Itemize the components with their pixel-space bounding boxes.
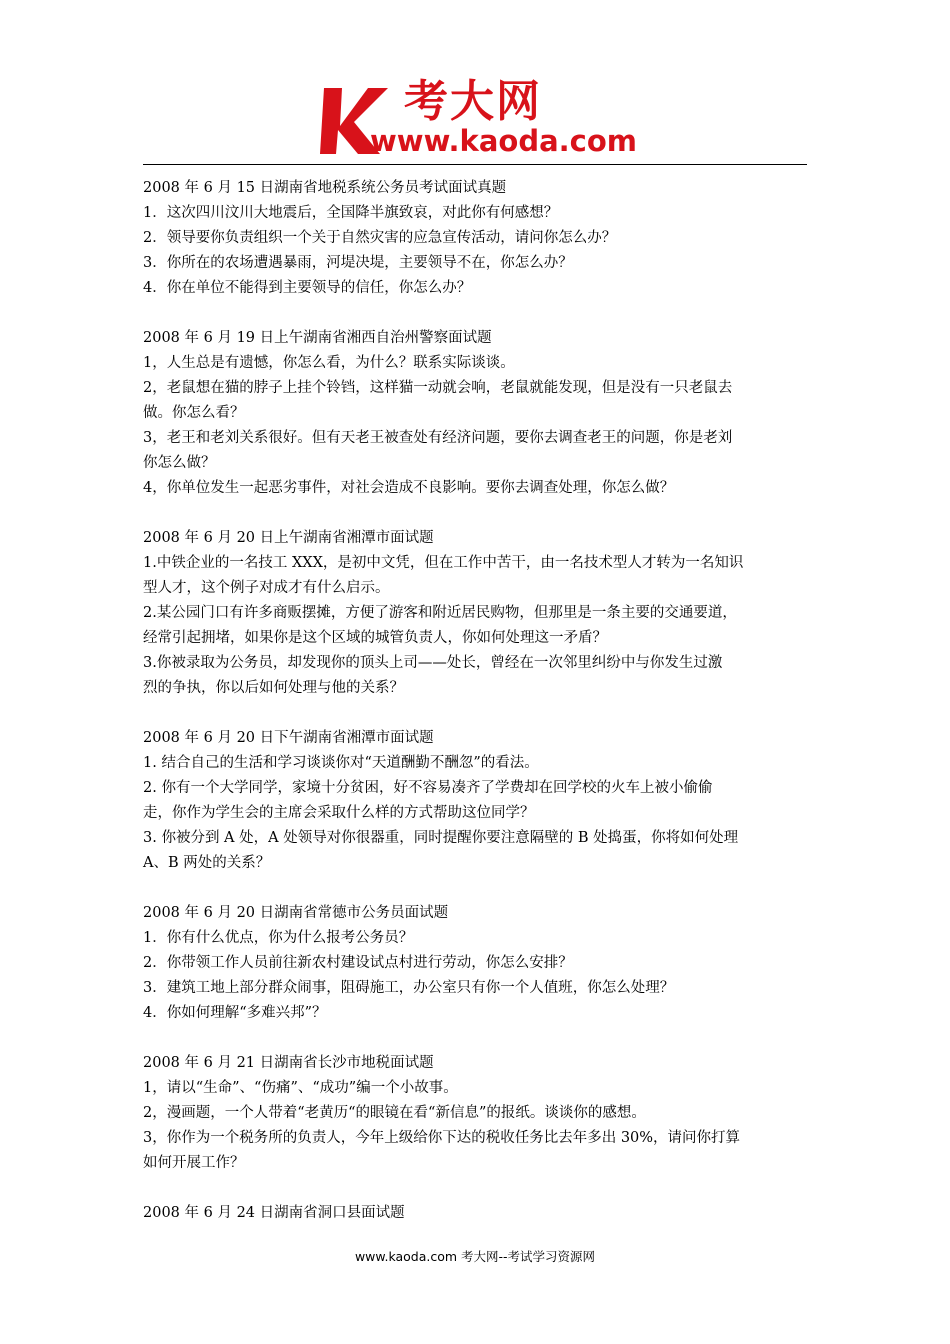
question-line: 如何开展工作？ [143, 1155, 245, 1171]
question-line: 3．你所在的农场遭遇暴雨，河堤决堤，主要领导不在，你怎么办？ [143, 255, 573, 271]
question-line: 3.你被录取为公务员，却发现你的顶头上司——处长，曾经在一次邻里纠纷中与你发生过激 [143, 655, 723, 671]
question-line: 1，请以“生命”、“伤痛”、“成功”编一个小故事。 [143, 1080, 458, 1096]
question-line: 3. 你被分到 A 处，A 处领导对你很器重，同时提醒你要注意隔壁的 B 处捣蛋，你将如何处理 [143, 830, 739, 846]
question-line: 2，漫画题，一个人带着“老黄历“的眼镜在看“新信息”的报纸。谈谈你的感想。 [143, 1105, 646, 1121]
question-line: 1，人生总是有遗憾，你怎么看，为什么？联系实际谈谈。 [143, 355, 515, 371]
section-title: 2008 年 6 月 20 日湖南省常德市公务员面试题 [143, 905, 449, 921]
question-section [143, 526, 811, 701]
question-line: 2．领导要你负责组织一个关于自然灾害的应急宣传活动，请问你怎么办？ [143, 230, 617, 246]
question-line: 1．你有什么优点，你为什么报考公务员？ [143, 930, 414, 946]
question-line: 1. 结合自己的生活和学习谈谈你对“天道酬勤不酬忽”的看法。 [143, 755, 539, 771]
section-title: 2008 年 6 月 19 日上午湖南省湘西自治州警察面试题 [143, 330, 492, 346]
question-line: 2.某公园门口有许多商贩摆摊，方便了游客和附近居民购物，但那里是一条主要的交通要道， [143, 605, 737, 621]
question-section [143, 726, 811, 876]
section-title: 2008 年 6 月 20 日上午湖南省湘潭市面试题 [143, 530, 434, 546]
question-section [143, 326, 811, 501]
question-line: A、B 两处的关系？ [143, 855, 271, 871]
question-line: 2．你带领工作人员前往新农村建设试点村进行劳动，你怎么安排？ [143, 955, 573, 971]
site-logo[interactable] [318, 78, 648, 160]
question-line: 3，老王和老刘关系很好。但有天老王被查处有经济问题，要你去调查老王的问题，你是老刘 [143, 430, 733, 446]
section-title: 2008 年 6 月 24 日湖南省洞口县面试题 [143, 1205, 405, 1221]
question-line: 烈的争执，你以后如何处理与他的关系？ [143, 680, 404, 696]
question-line: 4，你单位发生一起恶劣事件，对社会造成不良影响。要你去调查处理，你怎么做？ [143, 480, 675, 496]
question-line: 3，你作为一个税务所的负责人，今年上级给你下达的税收任务比去年多出 30%，请问你打算 [143, 1130, 741, 1146]
question-section [143, 176, 811, 301]
question-line: 2. 你有一个大学同学，家境十分贫困，好不容易凑齐了学费却在回学校的火车上被小偷偷 [143, 780, 713, 796]
question-section [143, 901, 811, 1026]
logo-chinese-text: 考大网 [404, 76, 542, 127]
document-body [143, 176, 811, 1251]
question-line: 4．你如何理解“多难兴邦”？ [143, 1005, 327, 1021]
question-line: 2，老鼠想在猫的脖子上挂个铃铛，这样猫一动就会响，老鼠就能发现，但是没有一只老鼠去 [143, 380, 733, 396]
question-line: 4．你在单位不能得到主要领导的信任，你怎么办？ [143, 280, 472, 296]
question-line: 1．这次四川汶川大地震后，全国降半旗致哀，对此你有何感想？ [143, 205, 559, 221]
page-footer: www.kaoda.com 考大网--考试学习资源网 [354, 1249, 596, 1264]
question-line: 你怎么做？ [143, 455, 216, 471]
section-title: 2008 年 6 月 21 日湖南省长沙市地税面试题 [143, 1055, 434, 1071]
question-line: 3．建筑工地上部分群众闹事，阻碍施工，办公室只有你一个人值班，你怎么处理？ [143, 980, 675, 996]
section-title: 2008 年 6 月 15 日湖南省地税系统公务员考试面试真题 [143, 180, 507, 196]
question-line: 型人才，这个例子对成才有什么启示。 [143, 580, 390, 596]
header-divider [143, 164, 807, 165]
question-line: 1.中铁企业的一名技工 XXX，是初中文凭，但在工作中苦干，由一名技术型人才转为一名知识 [143, 555, 744, 571]
section-title: 2008 年 6 月 20 日下午湖南省湘潭市面试题 [143, 730, 434, 746]
question-line: 走，你作为学生会的主席会采取什么样的方式帮助这位同学？ [143, 805, 535, 821]
question-line: 经常引起拥堵，如果你是这个区域的城管负责人，你如何处理这一矛盾？ [143, 630, 607, 646]
question-line: 做。你怎么看？ [143, 405, 245, 421]
question-section [143, 1201, 811, 1226]
logo-url-text: www.kaoda.com [370, 124, 637, 158]
question-section [143, 1051, 811, 1176]
